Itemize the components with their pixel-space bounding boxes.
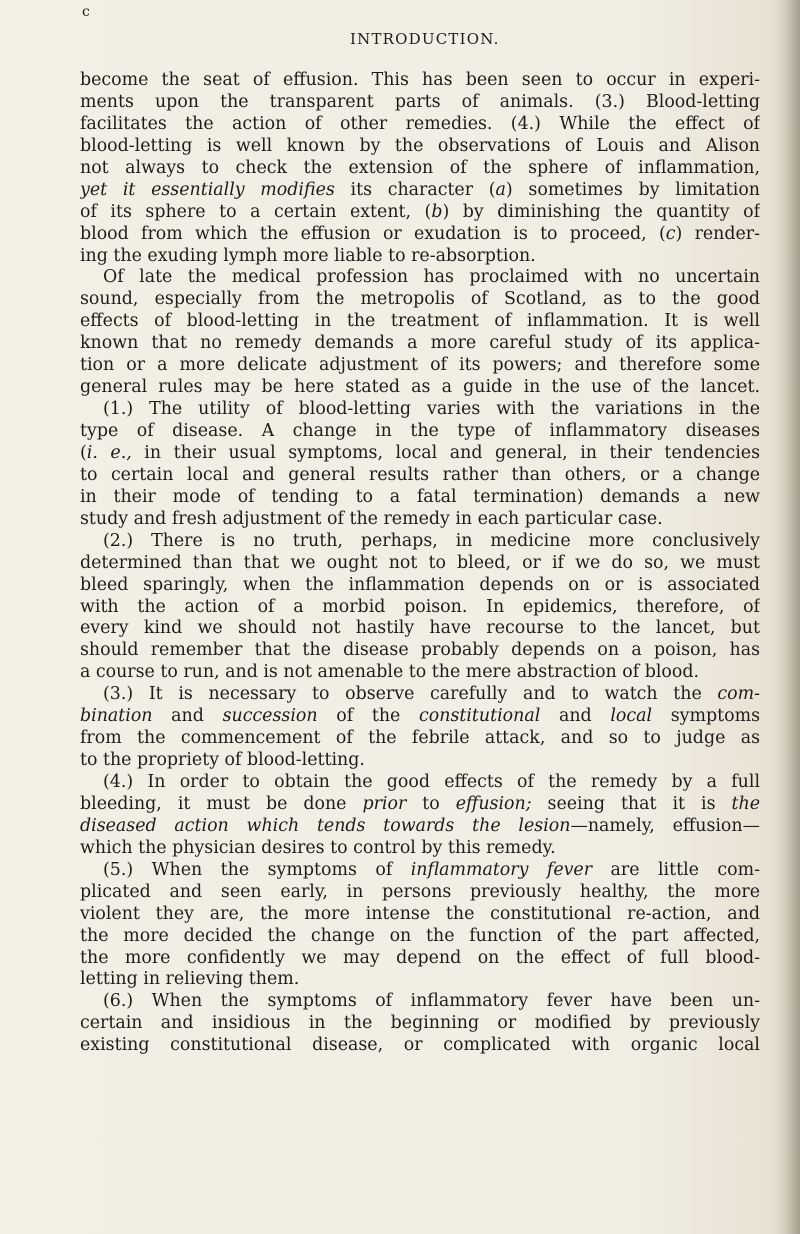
- text-run: and: [152, 706, 223, 727]
- text-run: ) render-: [675, 223, 760, 244]
- text-run: to: [406, 793, 456, 814]
- text-run: bleed sparingly, when the inflammation depends on or is associated: [80, 574, 760, 595]
- text-line: [80, 991, 760, 1013]
- text-line: [80, 816, 760, 838]
- text-line: [80, 882, 760, 904]
- text-run: sound, especially from the metropolis of Scotland, as to the good: [80, 289, 760, 310]
- text-run: and: [540, 706, 611, 727]
- text-run: bleeding, it must be done: [80, 793, 363, 814]
- text-run: study and fresh adjustment of the remedy in each particular case.: [80, 508, 663, 529]
- text-line: [80, 1035, 760, 1057]
- text-line: [80, 114, 760, 136]
- text-line: [80, 421, 760, 443]
- text-run: should remember that the disease probably depends on a poison, has: [80, 640, 760, 661]
- text-run: (6.) When the symptoms of inflammatory fever have been un-: [103, 991, 760, 1012]
- italic-text: b: [431, 201, 443, 222]
- text-run: its character (: [334, 179, 496, 200]
- text-run: plicated and seen early, in persons previously healthy, the more: [80, 881, 760, 902]
- text-line: [80, 553, 760, 575]
- text-run: known that no remedy demands a more careful study of its applica-: [80, 333, 760, 354]
- text-line: [80, 926, 760, 948]
- text-line: [80, 706, 760, 728]
- text-line: [80, 969, 760, 991]
- text-run: blood-letting is well known by the observations of Louis and Alison: [80, 135, 760, 156]
- text-run: in their usual symptoms, local and general, in their tendencies: [131, 442, 760, 463]
- text-line: [80, 860, 760, 882]
- text-run: become the seat of effusion. This has been seen to occur in experi-: [80, 70, 760, 90]
- text-run: seeing that it is: [531, 793, 732, 814]
- text-line: [80, 1013, 760, 1035]
- italic-text: succession: [222, 706, 318, 727]
- text-line: [80, 509, 760, 531]
- italic-text: effusion;: [455, 793, 532, 814]
- text-run: ) by diminishing the quantity of: [442, 201, 760, 222]
- text-run: from the commencement of the febrile attack, and so to judge as: [80, 728, 760, 749]
- text-line: [80, 838, 760, 860]
- text-line: [80, 399, 760, 421]
- text-run: every kind we should not hastily have recourse to the lancet, but: [80, 618, 760, 639]
- text-run: general rules may be here stated as a guide in the use of the lancet.: [80, 377, 760, 398]
- text-line: [80, 311, 760, 333]
- text-run: are little com-: [592, 859, 760, 880]
- italic-text: com-: [717, 684, 760, 705]
- text-line: [80, 597, 760, 619]
- text-line: [80, 92, 760, 114]
- text-run: not always to check the extension of the sphere of inflammation,: [80, 157, 760, 178]
- text-line: [80, 333, 760, 355]
- italic-text: local: [610, 706, 653, 727]
- page-header: [0, 0, 800, 60]
- text-line: [80, 750, 760, 772]
- text-line: [80, 158, 760, 180]
- text-line: [80, 180, 760, 202]
- text-run: Of late the medical profession has proclaimed with no uncertain: [103, 267, 760, 288]
- text-run: ) sometimes by limitation: [505, 179, 760, 200]
- text-line: [80, 377, 760, 399]
- text-run: type of disease. A change in the type of inflammatory diseases: [80, 421, 760, 441]
- text-run: certain and insidious in the beginning or modified by previously: [80, 1013, 760, 1034]
- italic-text: yet it essentially modifies: [80, 179, 335, 200]
- text-line: [80, 355, 760, 377]
- text-run: to the propriety of blood-letting.: [80, 750, 365, 771]
- text-run: ments upon the transparent parts of animals. (3.) Blood-letting: [80, 91, 760, 112]
- text-line: [80, 267, 760, 289]
- text-run: (2.) There is no truth, perhaps, in medicine more conclusively: [103, 530, 760, 551]
- text-run: to certain local and general results rather than others, or a change: [80, 464, 760, 485]
- text-run: (5.) When the symptoms of: [103, 859, 411, 880]
- text-line: [80, 246, 760, 268]
- text-line: [80, 684, 760, 706]
- italic-text: the: [731, 793, 760, 814]
- text-line: [80, 640, 760, 662]
- text-run: symptoms: [652, 706, 760, 727]
- body-text: [80, 70, 760, 1057]
- text-run: the more confidently we may depend on the effect of full blood-: [80, 947, 760, 968]
- text-run: facilitates the action of other remedies. (4.) While the effect of: [80, 113, 760, 134]
- italic-text: i. e.,: [86, 442, 132, 463]
- text-line: [80, 136, 760, 158]
- text-run: the more decided the change on the function of the part affected,: [80, 925, 760, 946]
- text-run: effects of blood-letting in the treatment of inflammation. It is well: [80, 311, 760, 332]
- text-run: (3.) It is necessary to observe carefully and to watch the: [103, 684, 718, 705]
- text-run: (: [80, 442, 87, 463]
- running-head: INTRODUCTION.: [350, 30, 500, 48]
- text-line: [80, 575, 760, 597]
- text-line: [80, 531, 760, 553]
- text-run: with the action of a morbid poison. In epidemics, therefore, of: [80, 596, 760, 617]
- italic-text: diseased action which tends towards the lesion: [80, 815, 571, 836]
- text-line: [80, 443, 760, 465]
- text-run: tion or a more delicate adjustment of its powers; and therefore some: [80, 355, 760, 376]
- page-edge-shadow: [778, 0, 800, 1234]
- text-run: blood from which the effusion or exudation is to proceed, (: [80, 223, 666, 244]
- text-run: violent they are, the more intense the constitutional re-action, and: [80, 903, 760, 924]
- text-run: of its sphere to a certain extent, (: [80, 201, 432, 222]
- text-run: —namely, effusion—: [570, 815, 760, 836]
- text-line: [80, 289, 760, 311]
- italic-text: a: [495, 179, 506, 200]
- text-line: [80, 487, 760, 509]
- italic-text: constitutional: [419, 706, 541, 727]
- text-run: which the physician desires to control by this remedy.: [80, 837, 556, 858]
- text-line: [80, 772, 760, 794]
- text-run: letting in relieving them.: [80, 969, 300, 990]
- text-line: [80, 465, 760, 487]
- text-line: [80, 618, 760, 640]
- italic-text: c: [665, 223, 676, 244]
- text-run: (4.) In order to obtain the good effects of the remedy by a full: [103, 772, 760, 792]
- text-line: [80, 662, 760, 684]
- text-run: (1.) The utility of blood-letting varies with the variations in the: [103, 399, 760, 420]
- text-run: determined than that we ought not to bleed, or if we do so, we must: [80, 552, 760, 573]
- text-run: a course to run, and is not amenable to the mere abstraction of blood.: [80, 662, 700, 683]
- italic-text: prior: [362, 793, 407, 814]
- text-run: in their mode of tending to a fatal termination) demands a new: [80, 486, 760, 507]
- text-line: [80, 904, 760, 926]
- italic-text: inflammatory fever: [410, 859, 593, 880]
- text-line: [80, 202, 760, 224]
- text-line: [80, 224, 760, 246]
- italic-text: bination: [80, 706, 153, 727]
- text-run: of the: [317, 706, 420, 727]
- text-line: [80, 70, 760, 92]
- page-number: c: [82, 4, 91, 20]
- text-run: existing constitutional disease, or complicated with organic local: [80, 1035, 760, 1056]
- text-line: [80, 728, 760, 750]
- text-line: [80, 794, 760, 816]
- text-line: [80, 948, 760, 970]
- text-run: ing the exuding lymph more liable to re-absorption.: [80, 245, 536, 266]
